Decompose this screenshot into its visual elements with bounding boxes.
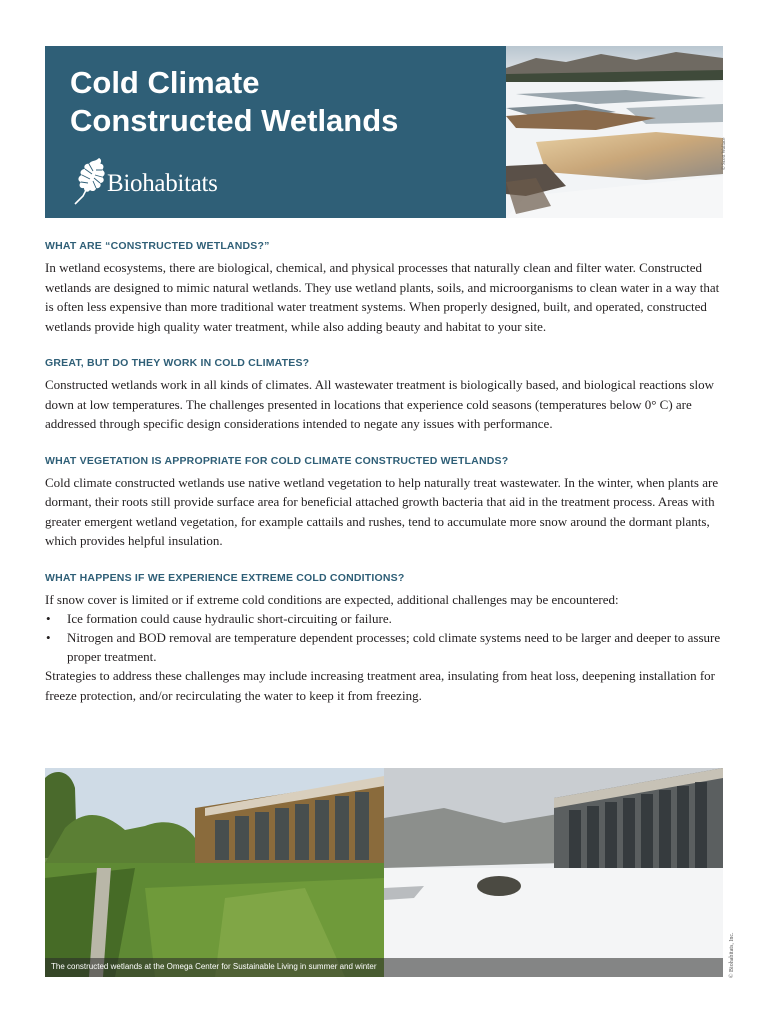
top-photo-credit: © Scott Wallace <box>722 137 727 170</box>
bullet-list <box>45 609 725 666</box>
section-paragraph: In wetland ecosystems, there are biological, chemical, and physical processes that naturally clean and filter water. Constructed wetlands are designed to mimic natural wetlands. They use wetland plants, soils, and microorganisms to clean water in a way that is often less expensive than more traditional water treatment systems. When properly designed, built, and operated, constructed wetlands provide high quality water treatment, while also adding beauty and habitat to your site. <box>45 260 720 334</box>
summer-wetland-photo <box>45 768 384 977</box>
title-line-2: Constructed Wetlands <box>70 103 399 138</box>
section-cold-climates <box>45 357 725 434</box>
section-what-are <box>45 240 725 336</box>
article-body <box>45 240 725 726</box>
title-line-1: Cold Climate <box>70 65 260 100</box>
page-title <box>70 64 398 140</box>
logo-wordmark: Biohabitats <box>107 170 218 197</box>
list-item <box>45 609 725 628</box>
section-intro: If snow cover is limited or if extreme cold conditions are expected, additional challenges may be encountered: <box>45 591 619 607</box>
header-banner <box>45 46 723 218</box>
photo-caption-bar <box>45 958 723 977</box>
biohabitats-logo <box>69 154 269 208</box>
section-heading: WHAT VEGETATION IS APPROPRIATE FOR COLD CLIMATE CONSTRUCTED WETLANDS? <box>45 454 509 467</box>
winter-wetland-photo-bottom <box>384 768 723 977</box>
bottom-photo-strip <box>45 768 723 977</box>
section-extreme-cold <box>45 572 725 706</box>
bottom-photo-credit: © Biohabitats, Inc. <box>729 932 735 978</box>
list-item-text: Ice formation could cause hydraulic short-circuiting or failure. <box>67 611 392 626</box>
section-heading: GREAT, BUT DO THEY WORK IN COLD CLIMATES? <box>45 357 310 369</box>
bullet-icon: • <box>46 611 51 626</box>
list-item <box>45 628 725 666</box>
section-heading: WHAT ARE “CONSTRUCTED WETLANDS?” <box>45 240 270 252</box>
winter-wetland-photo <box>506 46 723 218</box>
section-paragraph: Cold climate constructed wetlands use native wetland vegetation to help naturally treat wastewater. In the winter, when plants are dormant, their roots still provide surface area for beneficial attached growth bacteria that aid in the treatment process. Areas with greater emergent wetland vegetation, for example cattails and rushes, tend to accumulate more snow around the dormant plants, which provides helpful insulation. <box>45 474 719 548</box>
list-item-text: Nitrogen and BOD removal are temperature dependent processes; cold climate systems need to be larger and deeper to assure proper treatment. <box>67 630 721 664</box>
section-vegetation <box>45 455 725 551</box>
bullet-icon: • <box>46 630 51 645</box>
section-heading: WHAT HAPPENS IF WE EXPERIENCE EXTREME COLD CONDITIONS? <box>45 571 405 584</box>
photo-caption: The constructed wetlands at the Omega Center for Sustainable Living in summer and winter <box>51 962 377 971</box>
section-outro: Strategies to address these challenges may include increasing treatment area, insulating from heat loss, deepening installation for freeze protection, and/or recirculating the water to keep it from freezing. <box>45 668 716 703</box>
section-paragraph: Constructed wetlands work in all kinds of climates. All wastewater treatment is biologically based, and biological reactions slow down at low temperatures. The challenges presented in locations that experience cold seasons (temperatures below 0° C) are addressed through specific design considerations intended to negate any issues with performance. <box>45 377 714 431</box>
